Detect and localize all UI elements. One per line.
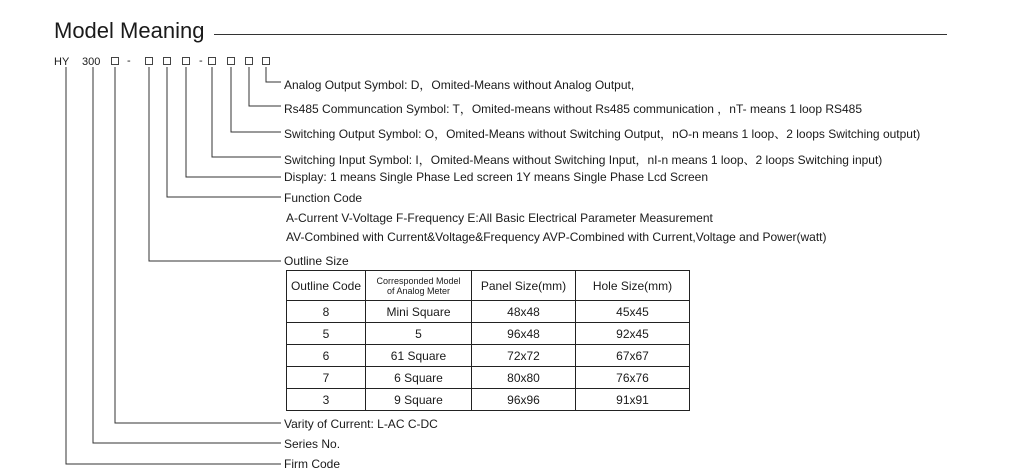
cell-model: 9 Square (366, 389, 472, 411)
cell-hole-size: 45x45 (576, 301, 690, 323)
leader-firm (66, 67, 281, 464)
outline-size-label: Outline Size (284, 254, 349, 268)
leader-display (186, 67, 281, 177)
display-desc: Display: 1 means Single Phase Led screen 1Y means Single Phase Lcd Screen (284, 170, 709, 184)
code-dash-2: - (199, 55, 203, 67)
header-corresponded-model-line1: Corresponded Model (376, 275, 461, 286)
rs485-desc: Rs485 Communcation Symbol: T，Omited-means without Rs485 communication ，nT- means 1 loop RS485 (284, 102, 863, 116)
cell-hole-size: 76x76 (576, 367, 690, 389)
leader-variety (115, 67, 281, 423)
switching-output-desc: Switching Output Symbol: O，Omited-Means without Switching Output，nO-n means 1 loop、2 loops Switching output) (284, 127, 921, 141)
series-no-label: Series No. (284, 437, 341, 451)
header-hole-size: Hole Size(mm) (576, 271, 690, 301)
page-title: Model Meaning (54, 18, 205, 43)
header-corresponded-model-line2: of Analog Meter (386, 285, 451, 296)
cell-outline-code: 8 (287, 301, 366, 323)
function-line-2: AV-Combined with Current&Voltage&Frequency AVP-Combined with Current,Voltage and Power(watt) (286, 230, 827, 244)
header-panel-size: Panel Size(mm) (472, 271, 576, 301)
leader-series (93, 67, 281, 443)
cell-hole-size: 67x67 (576, 345, 690, 367)
cell-outline-code: 6 (287, 345, 366, 367)
header-corresponded-model (366, 271, 472, 301)
leader-switch-output (231, 67, 281, 132)
table-row (287, 367, 690, 389)
cell-model: 6 Square (366, 367, 472, 389)
switching-input-desc: Switching Input Symbol: I，Omited-Means without Switching Input，nI-n means 1 loop、2 loops Switching input) (284, 153, 883, 167)
outline-size-table (286, 270, 690, 411)
cell-model: 5 (366, 323, 472, 345)
cell-panel-size: 80x80 (472, 367, 576, 389)
code-dash-1: - (127, 55, 131, 67)
cell-outline-code: 3 (287, 389, 366, 411)
leader-outline (149, 67, 281, 261)
firm-code-label: Firm Code (284, 457, 341, 471)
table-header-row (287, 271, 690, 301)
cell-panel-size: 48x48 (472, 301, 576, 323)
function-code-label: Function Code (284, 191, 363, 205)
leader-switch-input (212, 67, 281, 157)
leader-analog (266, 67, 281, 82)
table-row (287, 301, 690, 323)
series-code-text: 300 (82, 56, 101, 68)
cell-hole-size: 92x45 (576, 323, 690, 345)
function-line-1: A-Current V-Voltage F-Frequency E:All Basic Electrical Parameter Measurement (286, 211, 713, 225)
cell-panel-size: 96x96 (472, 389, 576, 411)
firm-code-text: HY (54, 56, 70, 68)
analog-output-desc: Analog Output Symbol: D，Omited-Means without Analog Output, (284, 78, 635, 92)
table-row (287, 389, 690, 411)
cell-model: Mini Square (366, 301, 472, 323)
cell-panel-size: 72x72 (472, 345, 576, 367)
leader-rs485 (249, 67, 281, 106)
cell-model: 61 Square (366, 345, 472, 367)
cell-outline-code: 5 (287, 323, 366, 345)
table-row (287, 323, 690, 345)
cell-hole-size: 91x91 (576, 389, 690, 411)
cell-panel-size: 96x48 (472, 323, 576, 345)
table-row (287, 345, 690, 367)
cell-outline-code: 7 (287, 367, 366, 389)
variety-of-current-desc: Varity of Current: L-AC C-DC (284, 417, 438, 431)
header-outline-code: Outline Code (287, 271, 366, 301)
